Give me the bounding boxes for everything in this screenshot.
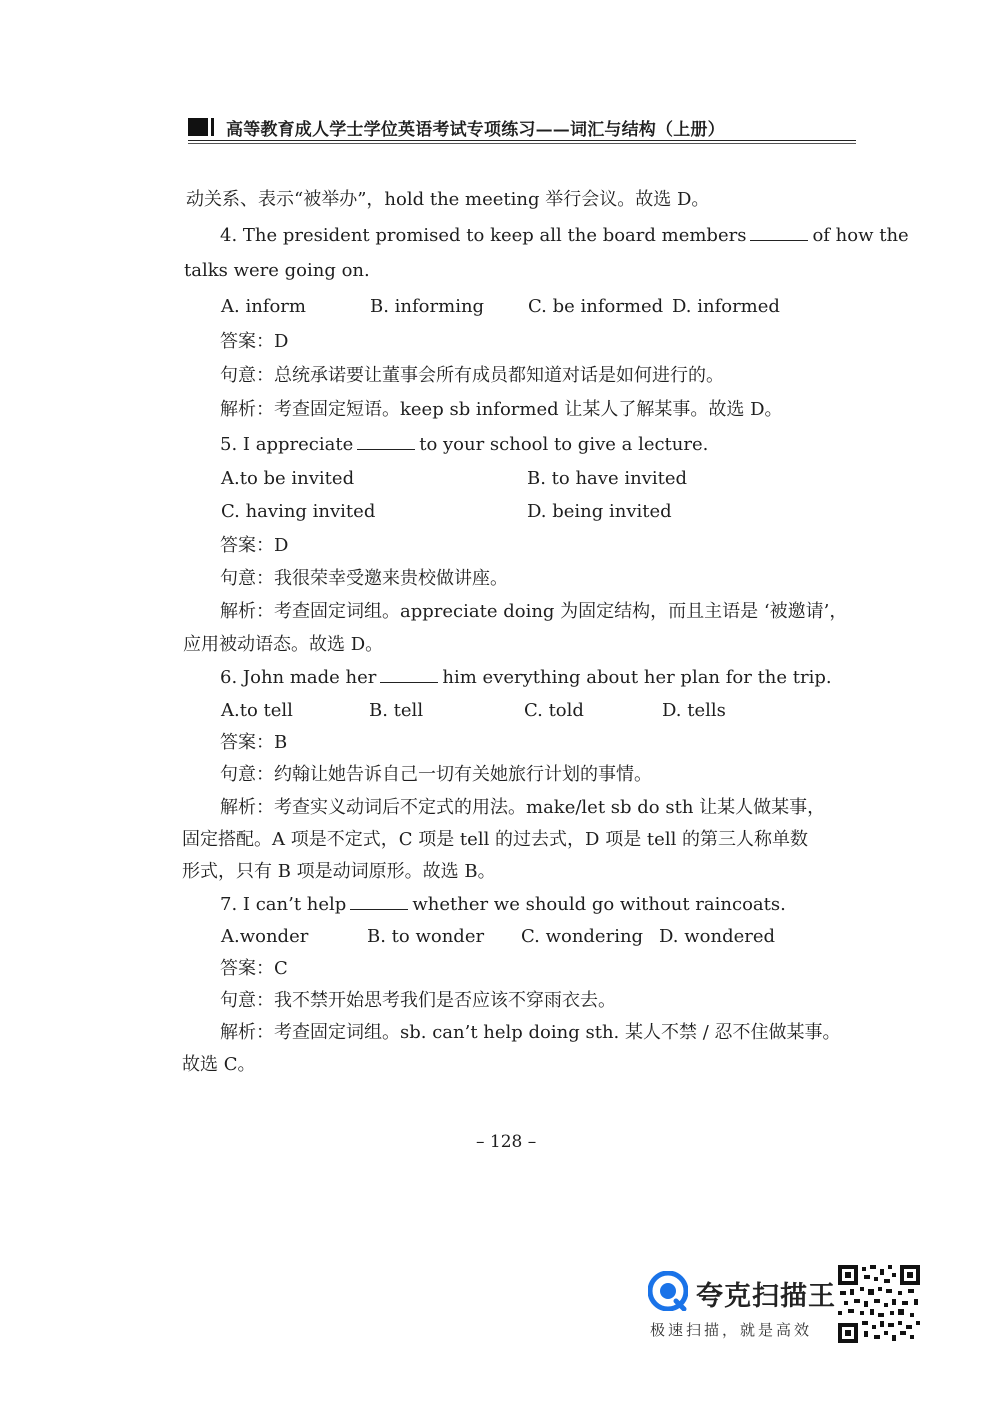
page-header	[188, 112, 856, 142]
quark-logo-icon	[648, 1271, 688, 1311]
q4-explanation: 解析：考查固定短语。keep sb informed 让某人了解某事。故选 D。	[220, 399, 783, 420]
watermark-app-name: 夸克扫描王	[696, 1281, 836, 1312]
q7-explanation: 解析：考查固定词组。sb. can’t help doing sth. 某人不禁 / 忍不住做某事。	[220, 1022, 841, 1043]
question-6-stem-pre: 6. John made her	[220, 667, 377, 688]
qr-code-icon[interactable]	[838, 1265, 920, 1343]
header-rule-thin	[188, 143, 856, 144]
q5-option-a: A.to be invited	[221, 468, 355, 489]
q6-option-c: C. told	[524, 700, 584, 721]
q5-option-c: C. having invited	[221, 501, 376, 522]
answer-blank	[750, 226, 808, 241]
question-4-stem-cont: talks were going on.	[184, 260, 370, 281]
question-7-stem-post: whether we should go without raincoats.	[412, 894, 786, 915]
text-line: 动关系、表示“被举办”，hold the meeting 举行会议。故选 D。	[186, 189, 710, 210]
q7-meaning: 句意：我不禁开始思考我们是否应该不穿雨衣去。	[220, 990, 616, 1011]
q4-option-b: B. informing	[370, 296, 485, 317]
q6-explanation-cont1: 固定搭配。A 项是不定式，C 项是 tell 的过去式，D 项是 tell 的第三人称单数	[182, 829, 809, 850]
q6-option-d: D. tells	[662, 700, 726, 721]
question-7-stem-pre: 7. I can’t help	[220, 894, 347, 915]
q7-explanation-cont: 故选 C。	[182, 1054, 256, 1075]
q4-answer: 答案：D	[220, 331, 289, 352]
question-5-stem-pre: 5. I appreciate	[220, 434, 354, 455]
q7-option-a: A.wonder	[221, 926, 309, 947]
watermark-slogan: 极速扫描，就是高效	[650, 1321, 813, 1339]
q5-option-d: D. being invited	[527, 501, 672, 522]
q7-answer: 答案：C	[220, 958, 288, 979]
q5-explanation: 解析：考查固定词组。appreciate doing 为固定结构，而且主语是 ‘被邀请’，	[220, 601, 848, 622]
q6-answer: 答案：B	[220, 732, 288, 753]
q5-option-b: B. to have invited	[527, 468, 688, 489]
header-title: 高等教育成人学士学位英语考试专项练习——词汇与结构（上册）	[226, 119, 725, 140]
page-number: – 128 –	[476, 1132, 537, 1152]
answer-blank	[350, 895, 408, 910]
q7-option-b: B. to wonder	[367, 926, 485, 947]
q6-option-b: B. tell	[369, 700, 424, 721]
q6-meaning: 句意：约翰让她告诉自己一切有关她旅行计划的事情。	[220, 764, 652, 785]
question-6-stem-post: him everything about her plan for the trip.	[442, 667, 832, 688]
header-rule	[188, 140, 856, 141]
answer-blank	[380, 668, 438, 683]
question-5-stem	[220, 433, 708, 457]
q4-meaning: 句意：总统承诺要让董事会所有成员都知道对话是如何进行的。	[220, 365, 724, 386]
q6-option-a: A.to tell	[221, 700, 293, 721]
q5-explanation-cont: 应用被动语态。故选 D。	[183, 634, 384, 655]
q7-option-c: C. wondering	[521, 926, 644, 947]
question-7-stem	[220, 893, 786, 917]
q6-explanation: 解析：考查实义动词后不定式的用法。make/let sb do sth 让某人做某事，	[220, 797, 826, 818]
q4-option-c: C. be informed	[528, 296, 664, 317]
question-4-stem-post: of how the	[812, 225, 909, 246]
header-mark-icon	[188, 118, 214, 136]
question-6-stem	[220, 666, 832, 690]
q4-option-a: A. inform	[221, 296, 306, 317]
q6-explanation-cont2: 形式，只有 B 项是动词原形。故选 B。	[182, 861, 496, 882]
answer-blank	[357, 435, 415, 450]
question-5-stem-post: to your school to give a lecture.	[419, 434, 709, 455]
question-4-stem-pre: 4. The president promised to keep all the board members	[220, 225, 747, 246]
q5-answer: 答案：D	[220, 535, 289, 556]
q7-option-d: D. wondered	[659, 926, 776, 947]
q4-option-d: D. informed	[672, 296, 780, 317]
q5-meaning: 句意：我很荣幸受邀来贵校做讲座。	[220, 568, 508, 589]
question-4-stem	[220, 224, 909, 248]
